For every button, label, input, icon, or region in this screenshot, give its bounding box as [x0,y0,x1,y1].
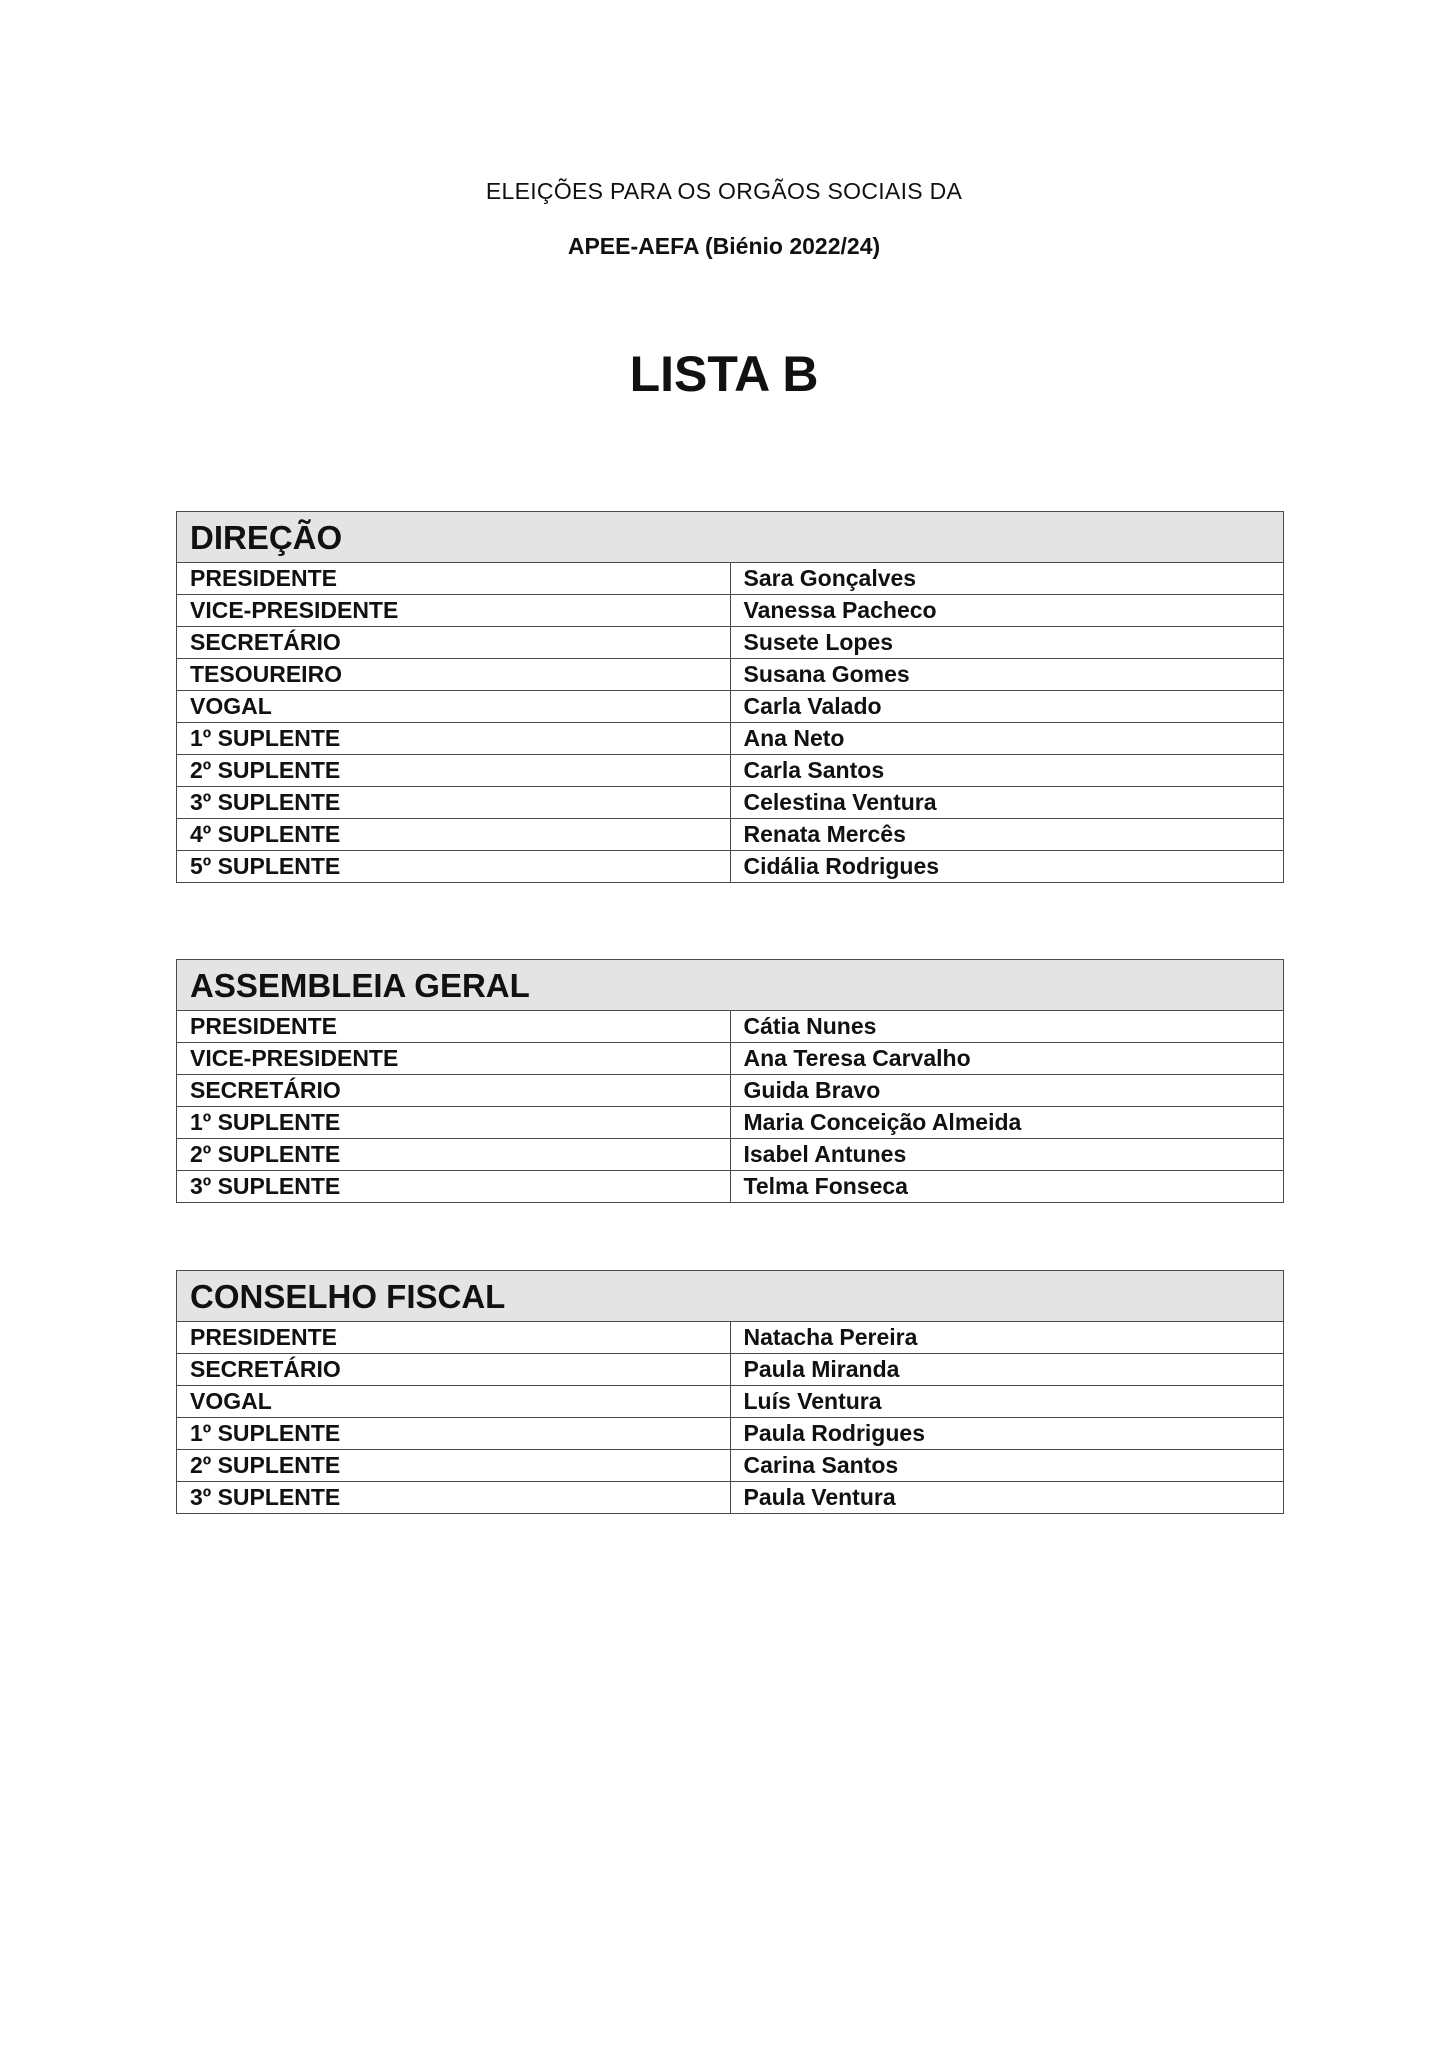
name-cell: Susana Gomes [730,659,1284,691]
header-line-2: APEE-AEFA (Biénio 2022/24) [567,233,881,259]
role-cell: 2º SUPLENTE [177,1450,731,1482]
name-cell: Isabel Antunes [730,1139,1284,1171]
table-row [177,595,1284,627]
role-cell: SECRETÁRIO [177,1075,731,1107]
table-row [177,819,1284,851]
name-cell: Maria Conceição Almeida [730,1107,1284,1139]
role-cell: 1º SUPLENTE [177,1107,731,1139]
name-cell: Paula Miranda [730,1354,1284,1386]
role-cell: 1º SUPLENTE [177,1418,731,1450]
table-row [177,1450,1284,1482]
name-cell: Cátia Nunes [730,1011,1284,1043]
table-row [177,787,1284,819]
table-row [177,1418,1284,1450]
section-heading-row [177,960,1284,1011]
table-row [177,1139,1284,1171]
name-cell: Carla Santos [730,755,1284,787]
table-row [177,627,1284,659]
name-cell: Sara Gonçalves [730,563,1284,595]
table-row [177,755,1284,787]
role-cell: 2º SUPLENTE [177,1139,731,1171]
name-cell: Luís Ventura [730,1386,1284,1418]
name-cell: Cidália Rodrigues [730,851,1284,883]
name-cell: Ana Teresa Carvalho [730,1043,1284,1075]
table-row [177,659,1284,691]
role-cell: 2º SUPLENTE [177,755,731,787]
table-row [177,1107,1284,1139]
table-row [177,851,1284,883]
role-cell: PRESIDENTE [177,1011,731,1043]
name-cell: Susete Lopes [730,627,1284,659]
table-row [177,1043,1284,1075]
name-cell: Renata Mercês [730,819,1284,851]
table-row [177,1322,1284,1354]
table-row [177,1386,1284,1418]
name-cell: Paula Rodrigues [730,1418,1284,1450]
role-cell: VICE-PRESIDENTE [177,1043,731,1075]
section-heading-row [177,1271,1284,1322]
name-cell: Vanessa Pacheco [730,595,1284,627]
page-title: LISTA B [629,346,819,402]
table-row [177,1075,1284,1107]
table-row [177,1354,1284,1386]
table-row [177,691,1284,723]
section-table-direcao [176,511,1284,883]
name-cell: Guida Bravo [730,1075,1284,1107]
section-heading: ASSEMBLEIA GERAL [177,960,1284,1011]
role-cell: 5º SUPLENTE [177,851,731,883]
role-cell: PRESIDENTE [177,1322,731,1354]
section-table-assembleia-geral [176,959,1284,1203]
section-table-conselho-fiscal [176,1270,1284,1514]
table-row [177,1482,1284,1514]
role-cell: 3º SUPLENTE [177,1482,731,1514]
name-cell: Ana Neto [730,723,1284,755]
role-cell: 3º SUPLENTE [177,787,731,819]
name-cell: Carla Valado [730,691,1284,723]
role-cell: 1º SUPLENTE [177,723,731,755]
role-cell: PRESIDENTE [177,563,731,595]
role-cell: VOGAL [177,691,731,723]
role-cell: TESOUREIRO [177,659,731,691]
name-cell: Paula Ventura [730,1482,1284,1514]
table-row [177,563,1284,595]
role-cell: 3º SUPLENTE [177,1171,731,1203]
table-row [177,1171,1284,1203]
role-cell: VOGAL [177,1386,731,1418]
name-cell: Celestina Ventura [730,787,1284,819]
section-heading: CONSELHO FISCAL [177,1271,1284,1322]
role-cell: 4º SUPLENTE [177,819,731,851]
section-heading-row [177,512,1284,563]
name-cell: Carina Santos [730,1450,1284,1482]
name-cell: Telma Fonseca [730,1171,1284,1203]
table-row [177,723,1284,755]
header-line-1: ELEIÇÕES PARA OS ORGÃOS SOCIAIS DA [485,178,963,204]
table-row [177,1011,1284,1043]
role-cell: SECRETÁRIO [177,627,731,659]
section-heading: DIREÇÃO [177,512,1284,563]
name-cell: Natacha Pereira [730,1322,1284,1354]
role-cell: SECRETÁRIO [177,1354,731,1386]
role-cell: VICE-PRESIDENTE [177,595,731,627]
